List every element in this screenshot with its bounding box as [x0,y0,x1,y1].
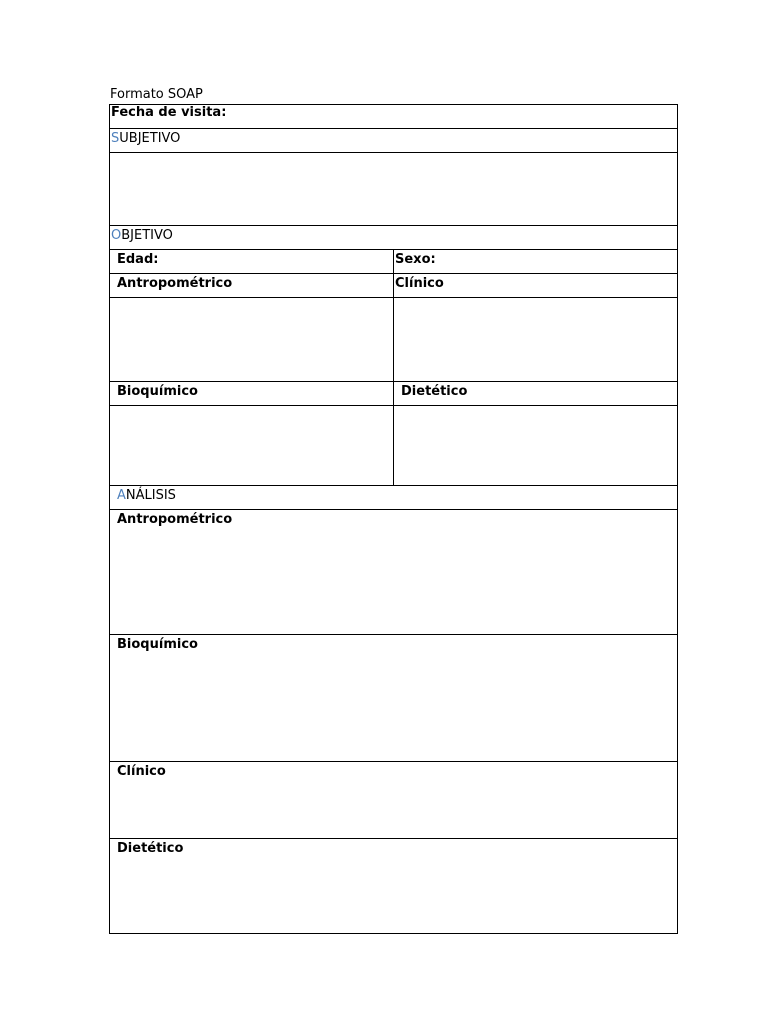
edad-cell[interactable] [110,250,394,273]
sexo-cell[interactable] [394,250,677,273]
objetivo-antropometrico-label-cell [110,274,394,297]
objetivo-antropometrico-label: Antropométrico [117,276,233,291]
subjetivo-write-area[interactable] [112,155,675,223]
analisis-header-row [110,486,677,510]
analisis-initial: A [117,488,126,503]
analisis-bioquimico-label: Bioquímico [117,637,198,652]
analisis-clinico-label: Clínico [117,764,166,779]
subjetivo-header-row [110,129,677,153]
objetivo-heading [111,228,173,244]
objetivo-dietetico-label-cell [394,382,677,405]
visit-date-label: Fecha de visita: [111,105,227,120]
objetivo-clinico-label: Clínico [395,276,444,291]
objetivo-antropometrico-write-area[interactable] [110,298,394,381]
soap-form-table [109,104,678,934]
analisis-heading [117,488,176,504]
sexo-label: Sexo: [395,252,436,267]
subjetivo-initial: S [111,131,120,146]
objetivo-initial: O [111,228,122,243]
objetivo-dietetico-label: Dietético [401,384,468,399]
objetivo-bioquimico-label-cell [110,382,394,405]
edad-label: Edad: [117,252,159,267]
antropometrico-clinico-body-row [110,298,677,382]
objetivo-rest: BJETIVO [121,228,173,243]
antropometrico-clinico-label-row [110,274,677,298]
objetivo-bioquimico-label: Bioquímico [117,384,198,399]
edad-sexo-row [110,250,677,274]
analisis-dietetico-label: Dietético [117,841,184,856]
visit-date-row[interactable] [110,105,677,129]
objetivo-clinico-label-cell [394,274,677,297]
analisis-rest: NÁLISIS [125,488,176,503]
subjetivo-rest: UBJETIVO [119,131,181,146]
objetivo-clinico-write-area[interactable] [394,298,677,381]
subjetivo-body-row[interactable] [110,153,677,226]
objetivo-header-row [110,226,677,250]
document-title: Formato SOAP [110,87,203,102]
analisis-antropometrico-label: Antropométrico [117,512,233,527]
bioquimico-dietetico-label-row [110,382,677,406]
bioquimico-dietetico-body-row [110,406,677,486]
analisis-dietetico-row[interactable] [110,839,677,933]
analisis-antropometrico-row[interactable] [110,510,677,635]
analisis-clinico-row[interactable] [110,762,677,839]
objetivo-bioquimico-write-area[interactable] [110,406,394,485]
analisis-bioquimico-row[interactable] [110,635,677,762]
subjetivo-heading [111,131,180,147]
objetivo-dietetico-write-area[interactable] [394,406,677,485]
